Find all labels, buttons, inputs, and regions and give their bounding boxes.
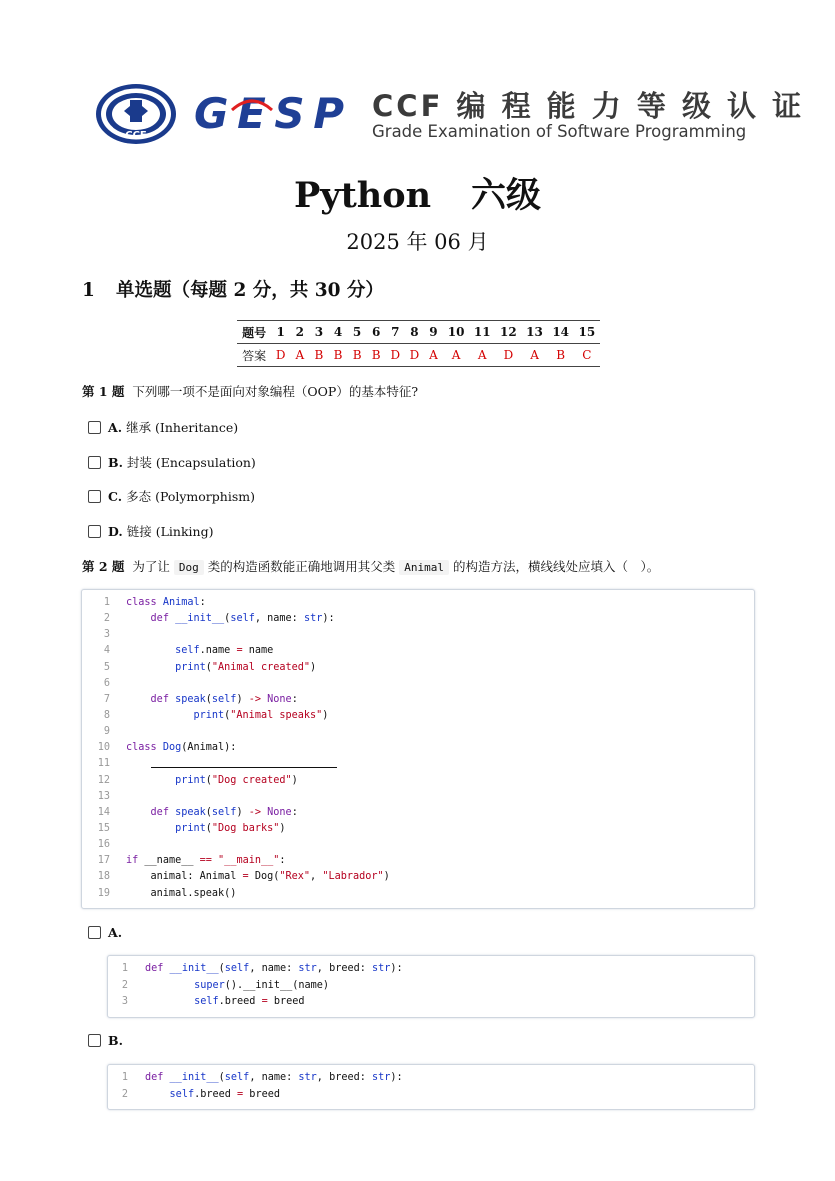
row-label: 题号: [237, 321, 271, 344]
document-date: 2025 年 06 月: [346, 230, 489, 254]
answer-cell: D: [495, 344, 521, 367]
line-number: 11: [97, 758, 110, 770]
line-number: 3: [121, 996, 128, 1007]
question-1-option-d[interactable]: [88, 522, 213, 540]
line-number: 7: [103, 693, 110, 705]
code-line: 1 def __init__(self, name: str, breed: str):: [108, 1070, 754, 1087]
question-number: 15: [574, 321, 600, 344]
code-line: 19 animal.speak(): [82, 886, 754, 902]
code-line: 18 animal: Animal = Dog("Rex", "Labrador"): [82, 869, 754, 885]
code-line: 4 self.name = name: [82, 643, 754, 659]
question-1-option-c[interactable]: [88, 487, 255, 505]
question-text: 类的构造函数能正确地调用其父类: [207, 559, 396, 574]
line-number: 2: [121, 1088, 128, 1100]
code-line: 15 print("Dog barks"): [82, 821, 754, 837]
answer-cell: B: [309, 344, 328, 367]
line-number: 1: [103, 597, 110, 608]
code-line: 10 class Dog(Animal):: [82, 740, 754, 756]
code-line: 12 print("Dog created"): [82, 773, 754, 789]
answer-cell: D: [271, 344, 290, 367]
option-text: 封装 (Encapsulation): [126, 455, 256, 470]
ccf-logo-icon: [94, 82, 178, 146]
question-number: 11: [469, 321, 495, 344]
code-line: [82, 724, 754, 740]
line-number: 12: [97, 774, 110, 786]
question-number: 4: [328, 321, 347, 344]
question-text: 为了让: [132, 559, 170, 574]
question-label: 第 1 题: [82, 384, 125, 399]
code-line: 2 super().__init__(name): [108, 978, 754, 995]
code-line: 5 print("Animal created"): [82, 660, 754, 676]
line-number: 9: [103, 726, 110, 738]
svg-text:GESP: GESP: [194, 89, 344, 136]
question-number: 8: [405, 321, 424, 344]
checkbox-icon[interactable]: [88, 456, 101, 469]
line-number: 1: [121, 963, 128, 974]
inline-code: Dog: [174, 560, 204, 575]
answer-cell: A: [443, 344, 469, 367]
line-number: 16: [97, 839, 110, 851]
title-language: Python: [293, 175, 432, 216]
answer-cell: D: [405, 344, 424, 367]
answer-table-answer-row: [237, 344, 600, 367]
line-number: 18: [97, 871, 110, 883]
answer-cell: A: [424, 344, 443, 367]
option-letter: A.: [108, 925, 123, 940]
question-2-code-block: [81, 589, 755, 909]
answer-cell: A: [290, 344, 309, 367]
code-line: 14 def speak(self) -> None:: [82, 805, 754, 821]
question-number: 1: [271, 321, 290, 344]
option-letter: A.: [108, 419, 123, 435]
answer-cell: C: [574, 344, 600, 367]
line-number: 14: [97, 806, 110, 818]
option-letter: C.: [108, 488, 123, 504]
line-number: 2: [103, 613, 110, 625]
svg-text:CCF: CCF: [125, 130, 147, 141]
code-line: [82, 627, 754, 643]
question-1-option-b[interactable]: [88, 453, 256, 471]
line-number: 5: [103, 661, 110, 673]
row-label: 答案: [237, 344, 271, 367]
answer-table: [237, 320, 600, 367]
line-number: 15: [97, 822, 110, 834]
question-text: 下列哪一项不是面向对象编程（OOP）的基本特征?: [132, 384, 419, 399]
code-line: [82, 756, 754, 772]
question-number: 9: [424, 321, 443, 344]
question-2-option-b[interactable]: [88, 1033, 127, 1048]
code-line: [82, 789, 754, 805]
cert-subtitle: Grade Examination of Software Programming: [372, 122, 747, 141]
question-2-stem: [82, 557, 659, 575]
question-number: 12: [495, 321, 521, 344]
code-line: 17 if __name__ == "__main__":: [82, 853, 754, 869]
title-level: 六级: [471, 175, 542, 216]
option-letter: B.: [108, 1033, 123, 1048]
checkbox-icon[interactable]: [88, 1034, 101, 1047]
question-label: 第 2 题: [82, 559, 125, 574]
line-number: 19: [97, 887, 110, 899]
answer-cell: D: [386, 344, 405, 367]
question-number: 14: [548, 321, 574, 344]
code-line: 1 class Animal:: [82, 595, 754, 611]
code-line: 3 self.breed = breed: [108, 994, 754, 1011]
option-letter: D.: [108, 523, 123, 539]
section-number: 1: [82, 280, 95, 301]
inline-code: Animal: [399, 560, 449, 575]
code-line: 2 self.breed = breed: [108, 1087, 754, 1104]
question-number: 7: [386, 321, 405, 344]
question-2-option-a[interactable]: [88, 925, 126, 940]
answer-table-number-row: [237, 321, 600, 344]
question-number: 13: [521, 321, 547, 344]
answer-cell: B: [328, 344, 347, 367]
line-number: 10: [97, 742, 110, 754]
line-number: 4: [103, 645, 110, 657]
fill-in-blank: [151, 759, 337, 768]
page-header: [0, 78, 835, 148]
line-number: 3: [103, 629, 110, 641]
answer-cell: B: [548, 344, 574, 367]
line-number: 2: [121, 979, 128, 991]
question-number: 2: [290, 321, 309, 344]
answer-cell: A: [521, 344, 547, 367]
checkbox-icon[interactable]: [88, 421, 101, 434]
option-a-code-block: [107, 955, 755, 1018]
question-number: 10: [443, 321, 469, 344]
question-1-option-a[interactable]: [88, 418, 238, 436]
option-b-code-block: [107, 1064, 755, 1110]
code-line: 2 def __init__(self, name: str):: [82, 611, 754, 627]
code-line: [82, 837, 754, 853]
code-line: [82, 676, 754, 692]
code-line: 1 def __init__(self, name: str, breed: str):: [108, 961, 754, 978]
cert-title: CCF 编 程 能 力 等 级 认 证: [372, 89, 805, 123]
question-number: 6: [367, 321, 386, 344]
checkbox-icon[interactable]: [88, 490, 101, 503]
line-number: 8: [103, 709, 110, 721]
question-number: 5: [348, 321, 367, 344]
line-number: 6: [103, 677, 110, 689]
line-number: 13: [97, 790, 110, 802]
section-title: [82, 276, 384, 302]
document-title: [0, 168, 835, 218]
answer-cell: A: [469, 344, 495, 367]
option-text: 继承 (Inheritance): [126, 420, 239, 435]
section-label: 单选题（每题 2 分，共 30 分）: [116, 280, 384, 301]
checkbox-icon[interactable]: [88, 926, 101, 939]
option-letter: B.: [108, 454, 123, 470]
option-text: 链接 (Linking): [126, 524, 214, 539]
question-text: 的构造方法，横线线处应填入（ ）。: [453, 559, 660, 574]
option-text: 多态 (Polymorphism): [126, 489, 255, 504]
code-line: 7 def speak(self) -> None:: [82, 692, 754, 708]
question-1-stem: [82, 382, 418, 400]
checkbox-icon[interactable]: [88, 525, 101, 538]
answer-cell: B: [367, 344, 386, 367]
line-number: 17: [97, 855, 110, 867]
question-number: 3: [309, 321, 328, 344]
line-number: 1: [121, 1072, 128, 1083]
answer-cell: B: [348, 344, 367, 367]
gesp-logo-icon: [192, 88, 348, 136]
code-line: 8 print("Animal speaks"): [82, 708, 754, 724]
